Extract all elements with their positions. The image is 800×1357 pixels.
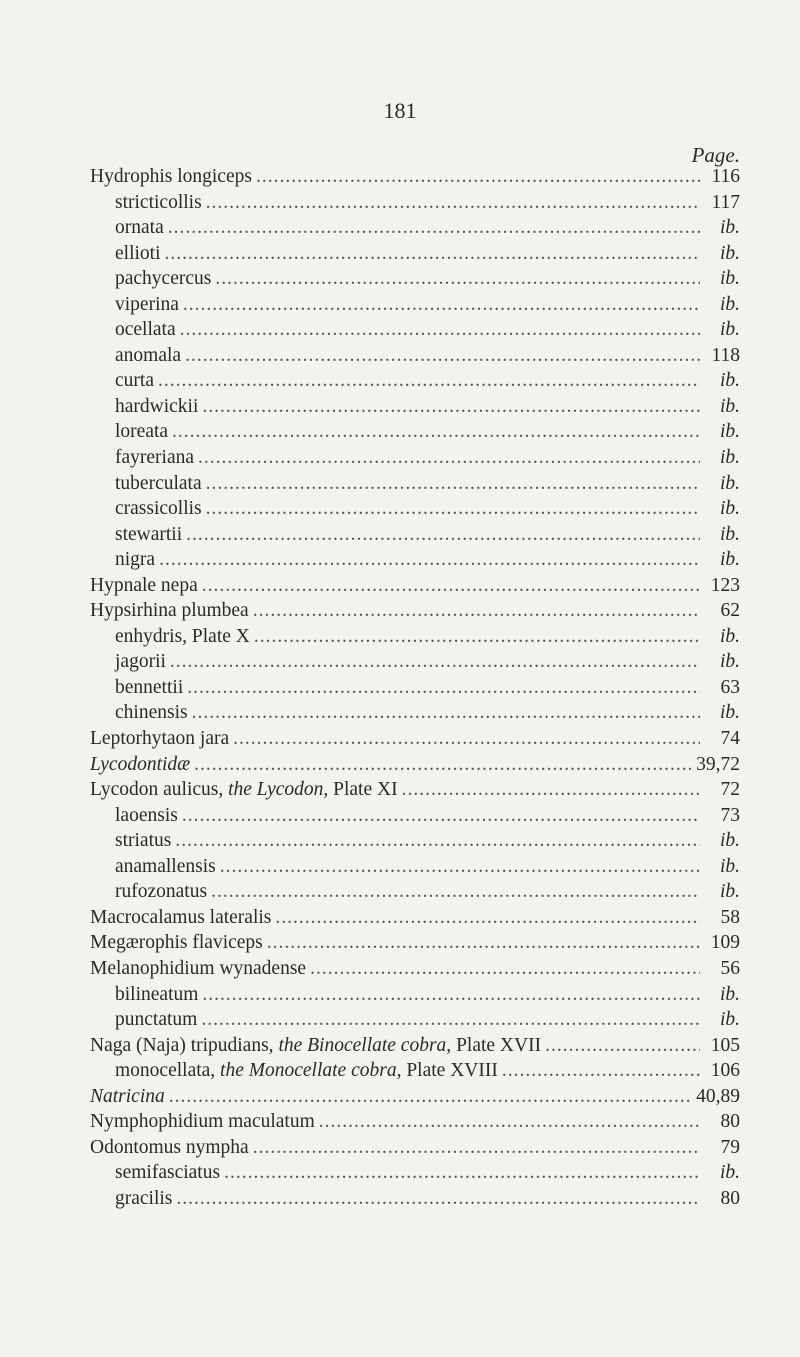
index-entry-page: ib. [719, 625, 740, 647]
index-entry [90, 317, 740, 343]
index-entry-page: 58 [720, 906, 740, 928]
index-entry-label [115, 343, 181, 369]
index-entry [90, 547, 740, 573]
dot-leader [180, 317, 700, 343]
index-entry [90, 803, 740, 829]
index-entry-page: 74 [720, 728, 740, 750]
entry-italic-text: the Lycodon, [228, 779, 329, 801]
index-entry-label [115, 266, 211, 292]
dot-leader [158, 368, 700, 394]
index-entry [90, 368, 740, 394]
dot-leader [169, 1084, 692, 1110]
index-entry-page: ib. [719, 319, 740, 341]
index-entry-page: ib. [719, 549, 740, 571]
index-entry-label [115, 1160, 220, 1186]
index-entry-page: ib. [719, 421, 740, 443]
entry-name-text: Hypsirhina plumbea [90, 600, 249, 622]
index-entry [90, 1135, 740, 1161]
index-entry-page: 123 [710, 574, 740, 596]
entry-name-text: curta [115, 370, 154, 392]
dot-leader [220, 854, 700, 880]
index-entry-label [90, 930, 263, 956]
index-entry-label [115, 624, 250, 650]
dot-leader [275, 905, 700, 931]
index-entry-page: ib. [719, 983, 740, 1005]
index-entry-label [115, 419, 168, 445]
index-entry-label [115, 292, 179, 318]
index-entry [90, 828, 740, 854]
index-entry-page: ib. [719, 395, 740, 417]
dot-leader [206, 471, 700, 497]
index-entry [90, 624, 740, 650]
entry-name-text: monocellata, [115, 1060, 221, 1082]
entry-name-text: anomala [115, 344, 182, 366]
entry-name-text: Hydrophis longiceps [90, 166, 252, 187]
index-entry-label [115, 803, 178, 829]
index-entry-label [115, 828, 171, 854]
index-entry-page: 62 [720, 600, 740, 622]
index-entry-label [115, 496, 202, 522]
index-entry-label [115, 700, 188, 726]
entry-name-text: Nymphophidium maculatum [90, 1111, 315, 1133]
index-entry-label [115, 215, 164, 241]
entry-name-text: anamallensis [115, 855, 216, 877]
index-entry-page: ib. [719, 370, 740, 392]
dot-leader [198, 445, 700, 471]
index-entry-page: 118 [711, 344, 740, 366]
index-entry-label [115, 190, 202, 216]
index-entry-page: 40,89 [696, 1085, 740, 1107]
index-entry-page: ib. [719, 651, 740, 673]
index-entry-label [90, 777, 398, 803]
dot-leader [253, 1135, 700, 1161]
entry-name-text: ellioti [115, 242, 161, 264]
index-entry-page: 80 [720, 1111, 740, 1133]
index-entry [90, 752, 740, 778]
index-entry-page: 117 [711, 191, 740, 213]
index-entry-label [115, 547, 155, 573]
entry-name-text: rufozonatus [115, 881, 208, 903]
dot-leader [202, 394, 700, 420]
index-entry-label [115, 1007, 197, 1033]
dot-leader [202, 982, 700, 1008]
index-entry-label [115, 522, 182, 548]
index-entry-label [90, 752, 190, 778]
dot-leader [215, 266, 700, 292]
entry-name-text: Odontomus nympha [90, 1136, 249, 1158]
index-entry-label [90, 1109, 315, 1135]
index-entry-label [90, 164, 252, 190]
dot-leader [267, 930, 700, 956]
entry-name-text: laoensis [115, 804, 178, 826]
index-entry-page: 63 [720, 676, 740, 698]
index-entry-label [115, 394, 198, 420]
index-list [90, 164, 740, 1211]
dot-leader [224, 1160, 700, 1186]
index-entry-label [90, 956, 306, 982]
index-entry-page: ib. [719, 523, 740, 545]
entry-name-text: Naga (Naja) tripudians, [90, 1034, 279, 1056]
entry-name-text: stricticollis [115, 191, 202, 213]
index-entry [90, 1186, 740, 1212]
index-entry-page: ib. [719, 268, 740, 290]
index-entry-label [90, 905, 271, 931]
index-entry-label [115, 317, 176, 343]
dot-leader [319, 1109, 700, 1135]
index-entry-page: 72 [720, 779, 740, 801]
entry-name-text: bennettii [115, 676, 184, 698]
dot-leader [186, 522, 700, 548]
dot-leader [185, 343, 700, 369]
index-entry [90, 956, 740, 982]
entry-name-text: ocellata [115, 319, 176, 341]
entry-name-text: gracilis [115, 1187, 173, 1209]
entry-name-text: semifasciatus [115, 1162, 221, 1184]
index-entry [90, 726, 740, 752]
entry-name-text: stewartii [115, 523, 183, 545]
dot-leader [233, 726, 700, 752]
entry-plate-text: Plate XVII [451, 1034, 542, 1056]
index-entry-label [90, 598, 249, 624]
index-entry-page: ib. [719, 447, 740, 469]
index-entry [90, 241, 740, 267]
index-entry [90, 471, 740, 497]
dot-leader [194, 752, 692, 778]
index-entry-label [115, 241, 161, 267]
index-entry-label [115, 982, 198, 1008]
entry-name-text: hardwickii [115, 395, 199, 417]
dot-leader [402, 777, 700, 803]
index-entry [90, 292, 740, 318]
dot-leader [183, 292, 700, 318]
index-entry-page: 73 [720, 804, 740, 826]
index-entry-page: ib. [719, 217, 740, 239]
dot-leader [253, 598, 700, 624]
dot-leader [211, 879, 700, 905]
entry-plate-text: Plate XI [328, 779, 398, 801]
index-entry [90, 879, 740, 905]
index-entry [90, 419, 740, 445]
dot-leader [168, 215, 700, 241]
entry-italic-text: the Binocellate cobra, [278, 1034, 452, 1056]
entry-name-text: Hypnale nepa [90, 574, 198, 596]
index-entry [90, 266, 740, 292]
index-entry [90, 1160, 740, 1186]
index-entry-page: ib. [719, 855, 740, 877]
index-entry-page: 56 [720, 957, 740, 979]
index-entry [90, 854, 740, 880]
entry-name-text: pachycercus [115, 268, 212, 290]
entry-name-text: fayreriana [115, 447, 195, 469]
index-entry [90, 190, 740, 216]
dot-leader [170, 649, 700, 675]
index-entry-label [90, 573, 198, 599]
index-entry-page: ib. [719, 498, 740, 520]
entry-name-text: striatus [115, 830, 172, 852]
index-entry [90, 445, 740, 471]
index-entry-label [115, 1058, 498, 1084]
entry-name-text: loreata [115, 421, 169, 443]
index-entry [90, 598, 740, 624]
entry-italic-text: the Monocellate cobra, [220, 1060, 402, 1082]
index-entry-label [115, 649, 166, 675]
index-entry [90, 1084, 740, 1110]
entry-name-text: chinensis [115, 702, 188, 724]
index-entry-page: 79 [720, 1136, 740, 1158]
index-entry-label [115, 1186, 172, 1212]
dot-leader [192, 700, 700, 726]
dot-leader [545, 1033, 700, 1059]
index-entry [90, 394, 740, 420]
index-entry-label [115, 471, 202, 497]
index-entry-page: 109 [710, 932, 740, 954]
dot-leader [175, 828, 700, 854]
index-entry-label [115, 675, 183, 701]
entry-italic-text: Natricina [90, 1085, 165, 1107]
dot-leader [201, 1007, 700, 1033]
index-entry [90, 1058, 740, 1084]
index-entry-page: ib. [719, 472, 740, 494]
dot-leader [254, 624, 700, 650]
entry-plate-text: Plate XVIII [401, 1060, 498, 1082]
index-entry [90, 343, 740, 369]
index-entry-label [115, 879, 207, 905]
index-entry-label [115, 854, 216, 880]
entry-name-text: jagorii [115, 651, 166, 673]
index-entry [90, 700, 740, 726]
dot-leader [159, 547, 700, 573]
index-entry [90, 905, 740, 931]
entry-name-text: Leptorhytaon jara [90, 728, 230, 750]
dot-leader [206, 496, 700, 522]
index-entry-page: ib. [719, 293, 740, 315]
page-number: 181 [383, 98, 417, 123]
dot-leader [165, 241, 701, 267]
index-entry [90, 1109, 740, 1135]
index-entry-page: 106 [710, 1060, 740, 1082]
dot-leader [256, 164, 700, 190]
index-entry-page: ib. [719, 881, 740, 903]
entry-name-text: tuberculata [115, 472, 202, 494]
index-entry-label [90, 1033, 541, 1059]
index-entry-page: ib. [719, 242, 740, 264]
entry-name-text: Megærophis flaviceps [90, 932, 263, 954]
index-entry-label [115, 368, 154, 394]
index-entry-page: ib. [719, 1009, 740, 1031]
index-entry [90, 1033, 740, 1059]
index-entry [90, 522, 740, 548]
index-entry-page: 80 [720, 1187, 740, 1209]
index-entry-page: ib. [719, 1162, 740, 1184]
index-entry-page: ib. [719, 830, 740, 852]
index-entry [90, 930, 740, 956]
index-entry-label [90, 1084, 165, 1110]
entry-italic-text: Lycodontidæ [90, 753, 191, 775]
dot-leader [206, 190, 700, 216]
entry-name-text: Lycodon aulicus, [90, 779, 229, 801]
dot-leader [202, 573, 700, 599]
index-entry-label [115, 445, 194, 471]
entry-name-text: enhydris, Plate X [115, 625, 250, 647]
entry-name-text: Melanophidium wynadense [90, 957, 307, 979]
index-entry-label [90, 726, 229, 752]
dot-leader [187, 675, 700, 701]
page-column-header: Page. [691, 143, 740, 167]
dot-leader [176, 1186, 700, 1212]
index-entry [90, 1007, 740, 1033]
entry-name-text: viperina [115, 293, 179, 315]
index-entry [90, 777, 740, 803]
index-entry-page: 39,72 [696, 753, 740, 775]
index-entry [90, 649, 740, 675]
index-entry [90, 164, 740, 190]
dot-leader [182, 803, 700, 829]
index-entry-page: 105 [710, 1034, 740, 1056]
dot-leader [172, 419, 700, 445]
index-entry [90, 573, 740, 599]
entry-name-text: punctatum [115, 1009, 198, 1031]
entry-name-text: crassicollis [115, 498, 202, 520]
index-entry [90, 215, 740, 241]
index-entry-label [90, 1135, 249, 1161]
entry-name-text: nigra [115, 549, 156, 571]
index-entry-page: 116 [711, 166, 740, 187]
entry-name-text: ornata [115, 217, 164, 239]
entry-name-text: bilineatum [115, 983, 199, 1005]
dot-leader [502, 1058, 700, 1084]
entry-name-text: Macrocalamus lateralis [90, 906, 272, 928]
dot-leader [310, 956, 700, 982]
index-entry [90, 496, 740, 522]
index-entry-page: ib. [719, 702, 740, 724]
index-entry [90, 675, 740, 701]
index-entry [90, 982, 740, 1008]
